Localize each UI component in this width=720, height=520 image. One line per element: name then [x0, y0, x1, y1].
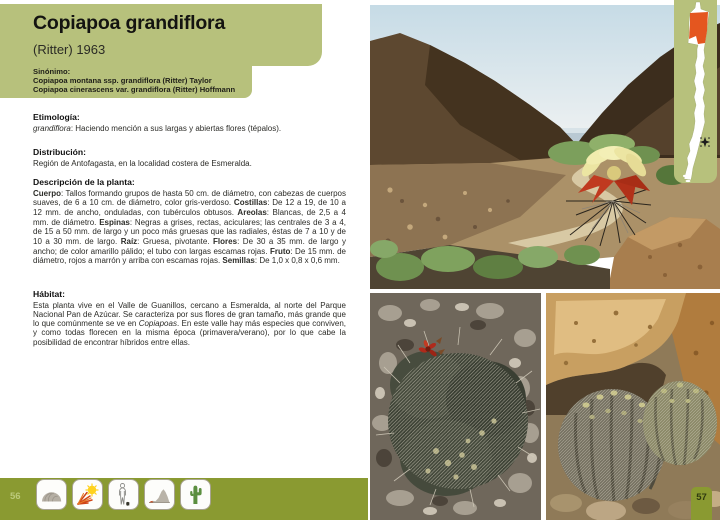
section-text: Región de Antofagasta, en la localidad costera de Esmeralda. — [33, 158, 252, 168]
footer-bar — [0, 478, 368, 520]
section-text: grandiflora: Haciendo mención a sus largas y abiertas flores (tépalos). — [33, 123, 282, 133]
cacti-beside-rocks-photo — [546, 293, 720, 520]
synonym-line: Copiapoa montana ssp. grandiflora (Ritter) Taylor — [33, 76, 212, 85]
human-scale-icon — [108, 479, 139, 510]
section-heading: Distribución: — [33, 147, 86, 157]
section-habitat — [33, 289, 346, 347]
mound-growth-form-icon — [36, 479, 67, 510]
synonym-heading: Sinónimo: — [33, 67, 71, 76]
synonym-line: Copiapoa cinerascens var. grandiflora (Ritter) Hoffmann — [33, 85, 236, 94]
cactus-icon — [180, 479, 211, 510]
chile-map-panel — [674, 0, 717, 183]
page-number-right-tab — [691, 487, 712, 520]
species-header-box — [0, 4, 322, 66]
elevation-profile-icon — [144, 479, 175, 510]
section-text: Esta planta vive en el Valle de Guanillos, cercano a Esmeralda, al norte del Parque Nacional Pan de Azúcar. Se caracteriza por sus flores de gran tamaño, más grande que lo que comúnmente se ve en Copiapoas. En este valle hay más especies que conviven, y como todas florecen en la misma época (primavera/verano), por lo que cabe la posibilidad de encontrar híbridos entre ellas. — [33, 300, 347, 347]
section-etymology — [33, 112, 346, 133]
section-text: Cuerpo: Tallos formando grupos de hasta 50 cm. de diámetro, con cabezas de cuerpos suaves, de 6 a 10 cm. de diámetro, color gris-verdoso. Costillas: De 12 a 19, de 10 a 12 mm. de ancho, onduladas, con tubérculos obtusos. Areolas: Blancas, de 2,5 a 4 mm. de diámetro. Espinas: Negras a grises, rectas, aciculares; las centrales de 3 a 4, de 15 a 50 mm. de largo y un poco más gruesas que las radiales, éstas de 7 a 10 y de 10 a 30 mm. de largo. Raíz: Gruesa, pivotante. Flores: De 30 a 35 mm. de largo y ancho; de color amarillo pálido; el tubo con largas escamas rojas. Fruto: De 15 mm. de diámetro, rojos a marrón y arriba con escamas rojas. Semillas: De 1,0 x 0,8 x 0,6 mm. — [33, 188, 347, 266]
compass-rose-icon — [700, 137, 710, 147]
page-number-right: 57 — [696, 492, 707, 503]
cactus-right — [643, 381, 717, 465]
page-number-left: 56 — [10, 491, 21, 502]
species-author-year: (Ritter) 1963 — [33, 42, 106, 57]
section-heading: Descripción de la planta: — [33, 177, 135, 187]
synonym-box — [0, 66, 252, 98]
section-heading: Hábitat: — [33, 289, 65, 299]
section-description — [33, 177, 346, 266]
valley-landscape-photo — [370, 5, 720, 289]
cactus-cluster-top-view-photo — [370, 293, 541, 520]
section-distribution — [33, 147, 346, 168]
species-title: Copiapoa grandiflora — [33, 12, 226, 34]
sun-spines-icon — [72, 479, 103, 510]
section-heading: Etimología: — [33, 112, 80, 122]
